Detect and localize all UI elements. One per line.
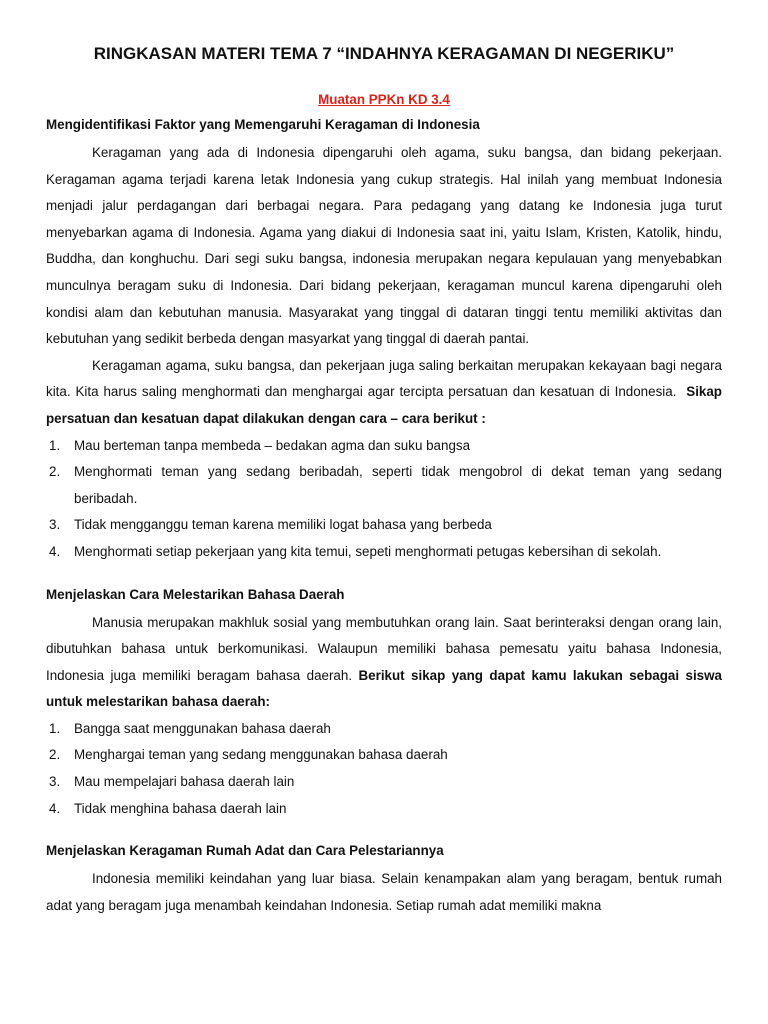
- subject-subtitle: Muatan PPKn KD 3.4: [318, 92, 450, 107]
- paragraph: Keragaman yang ada di Indonesia dipengaruhi oleh agama, suku bangsa, dan bidang pekerjaan. Keragaman agama terjadi karena letak Indonesia yang cukup strategis. Hal inilah yang membuat Indonesia menjadi jalur perdagangan dari berbagai negara. Para pedagang yang datang ke Indonesia juga turut menyebarkan agama di Indonesia. Agama yang diakui di Indonesia saat ini, yaitu Islam, Kristen, Katolik, hindu, Buddha, dan konghuchu. Dari segi suku bangsa, indonesia merupakan negara kepulauan yang menyebabkan munculnya beragam suku di Indonesia. Dari bidang pekerjaan, keragaman muncul karena dipengaruhi oleh kondisi alam dan kebutuhan manusia. Masyarakat yang tinggal di dataran tinggi tentu memiliki aktivitas dan kebutuhan yang sedikit berbeda dengan masyarkat yang tinggal di daerah pantai.: [46, 145, 722, 347]
- list-item: 4. Tidak menghina bahasa daerah lain: [49, 800, 287, 816]
- list-item: 1. Bangga saat menggunakan bahasa daerah: [49, 720, 331, 736]
- list-item: 2. Menghormati teman yang sedang beribadah, seperti tidak mengobrol di dekat teman yang sedang beribadah.: [49, 464, 722, 506]
- list-item: 1. Mau berteman tanpa membeda – bedakan agma dan suku bangsa: [49, 437, 471, 453]
- list-item-text: Menghargai teman yang sedang menggunakan bahasa daerah: [74, 747, 448, 763]
- paragraph-text: Manusia merupakan makhluk sosial yang membutuhkan orang lain. Saat berinteraksi dengan orang lain, dibutuhkan bahasa untuk berkomunikasi. Walaupun memiliki bahasa pemesatu yaitu bahasa Indonesia, Indonesia juga memiliki beragam bahasa daerah.: [46, 614, 722, 683]
- list-item-text: Tidak mengganggu teman karena memiliki logat bahasa yang berbeda: [74, 517, 492, 533]
- list-item: 2. Menghargai teman yang sedang menggunakan bahasa daerah: [49, 747, 448, 763]
- section-heading-faktor-keragaman: Mengidentifikasi Faktor yang Memengaruhi Keragaman di Indonesia: [46, 117, 480, 132]
- section-heading-bahasa-daerah: Menjelaskan Cara Melestarikan Bahasa Daerah: [46, 586, 345, 602]
- list-item-text: Mau mempelajari bahasa daerah lain: [74, 774, 295, 790]
- list-intro-bold: Berikut sikap yang dapat kamu lakukan sebagai siswa untuk melestarikan bahasa daerah:: [46, 667, 722, 710]
- list-intro-bold: Sikap persatuan dan kesatuan dapat dilakukan dengan cara – cara berikut :: [46, 384, 722, 426]
- paragraph: Indonesia memiliki keindahan yang luar biasa. Selain kenampakan alam yang beragam, bentuk rumah adat yang beragam juga menambah keindahan Indonesia. Setiap rumah adat memiliki makna: [46, 871, 722, 913]
- paragraph: [46, 610, 722, 716]
- list-item: 3. Mau mempelajari bahasa daerah lain: [49, 774, 295, 790]
- list-item-text: Bangga saat menggunakan bahasa daerah: [74, 720, 331, 736]
- list-item: 3. Tidak mengganggu teman karena memiliki logat bahasa yang berbeda: [49, 517, 492, 533]
- list-item: 4. Menghormati setiap pekerjaan yang kita temui, sepeti menghormati petugas kebersihan di sekolah.: [49, 543, 662, 559]
- list-item-text: Menghormati teman yang sedang beribadah, seperti tidak mengobrol di dekat teman yang sedang beribadah.: [74, 464, 722, 506]
- numbered-list: [46, 433, 722, 566]
- section-heading-rumah-adat: Menjelaskan Keragaman Rumah Adat dan Cara Pelestariannya: [46, 843, 444, 859]
- list-item-text: Tidak menghina bahasa daerah lain: [74, 800, 287, 816]
- paragraph-text: Keragaman agama, suku bangsa, dan pekerjaan juga saling berkaitan merupakan kekayaan bagi negara kita. Kita harus saling menghormati dan menghargai agar tercipta persatuan dan kesatuan di Indonesia.: [46, 357, 722, 400]
- list-item-text: Mau berteman tanpa membeda – bedakan agma dan suku bangsa: [74, 437, 471, 453]
- numbered-list: [46, 716, 722, 822]
- paragraph: [46, 353, 722, 433]
- list-item-text: Menghormati setiap pekerjaan yang kita temui, sepeti menghormati petugas kebersihan di sekolah.: [74, 543, 662, 559]
- document-title: RINGKASAN MATERI TEMA 7 “INDAHNYA KERAGAMAN DI NEGERIKU”: [93, 44, 675, 63]
